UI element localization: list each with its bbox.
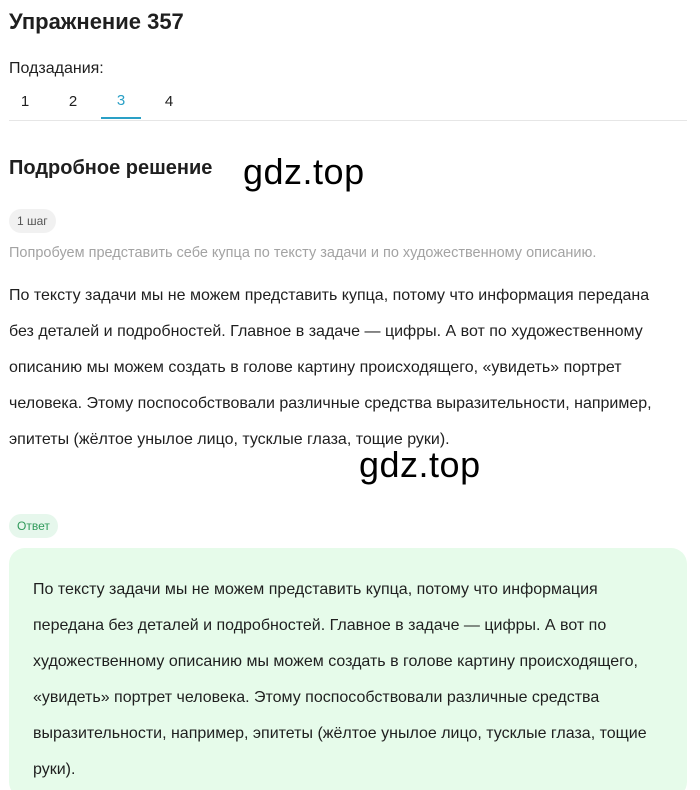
solution-text: По тексту задачи мы не можем представить купца, потому что информация передана без деталей и подробностей. Главное в задаче — цифры. А вот по художественному описанию мы можем создать в голове картину происходящего, «увидеть» портрет человека. Этому поспособствовали различные средства выразительности, например, эпитеты (жёлтое унылое лицо, тусклые глаза, тощие руки).	[9, 287, 652, 448]
answer-badge: Ответ	[9, 514, 58, 538]
answer-text: По тексту задачи мы не можем представить купца, потому что информация передана без деталей и подробностей. Главное в задаче — цифры. А вот по художественному описанию мы можем создать в голове картину происходящего, «увидеть» портрет человека. Этому поспособствовали различные средства выразительности, например, эпитеты (жёлтое унылое лицо, тусклые глаза, тощие руки).	[33, 581, 647, 778]
divider	[9, 120, 687, 121]
step-badge: 1 шаг	[9, 209, 56, 233]
solution-hint: Попробуем представить себе купца по тексту задачи и по художественному описанию.	[9, 245, 597, 261]
answer-box	[9, 548, 687, 790]
subtask-tabs	[9, 84, 201, 120]
subtasks-label: Подзадания:	[9, 60, 104, 77]
watermark-middle: gdz.top	[359, 444, 481, 485]
subtask-tab-3[interactable]: 3	[101, 84, 141, 119]
subtask-tab-2[interactable]: 2	[68, 93, 78, 110]
subtask-tab-1[interactable]: 1	[20, 93, 30, 110]
subtask-tab-4[interactable]: 4	[164, 93, 174, 110]
page-title: Упражнение 357	[9, 9, 184, 34]
watermark-top: gdz.top	[243, 151, 365, 192]
solution-title: Подробное решение	[9, 157, 213, 179]
